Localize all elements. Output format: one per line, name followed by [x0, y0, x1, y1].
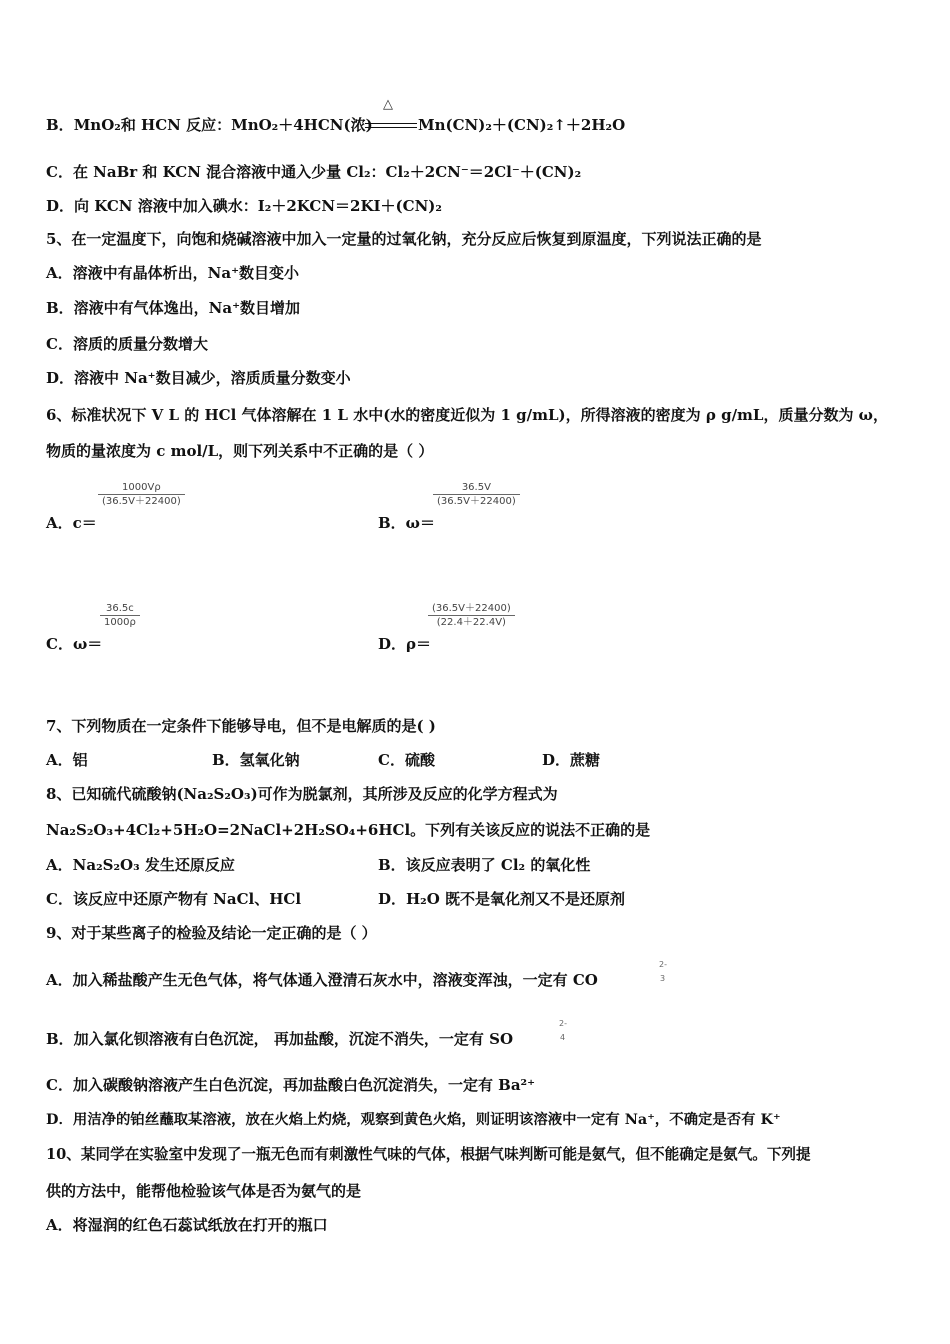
q4-option-b-products: Mn(CN)₂＋(CN)₂↑＋2H₂O: [418, 116, 626, 134]
q9-option-a: A．加入稀盐酸产生无色气体，将气体通入澄清石灰水中，溶液变浑浊，一定有 CO: [46, 971, 598, 989]
q9-option-c: C．加入碳酸钠溶液产生白色沉淀，再加盐酸白色沉淀消失，一定有 Ba²⁺: [46, 1076, 536, 1094]
q5-stem: 5、在一定温度下，向饱和烧碱溶液中加入一定量的过氧化钠，充分反应后恢复到原温度，下列说法正确的是: [46, 230, 762, 248]
q9-option-b: B．加入氯化钡溶液有白色沉淀， 再加盐酸，沉淀不消失，一定有 SO: [46, 1030, 514, 1048]
q6-option-c-fraction: [100, 603, 140, 630]
equilibrium-sign: [365, 123, 417, 128]
fraction-numerator: 36.5c: [106, 603, 134, 614]
q6-stem-line1: 6、标准状况下 V L 的 HCl 气体溶解在 1 L 水中(水的密度近似为 1 g/mL)，所得溶液的密度为 ρ g/mL，质量分数为 ω，: [46, 406, 888, 424]
fraction-denominator: 1000ρ: [104, 617, 136, 628]
fraction-numerator: (36.5V＋22400): [432, 603, 511, 614]
q4-option-b-reactants: MnO₂和 HCN 反应：MnO₂＋4HCN(浓): [73, 116, 373, 134]
q4-option-b: [46, 115, 373, 135]
q7-option-a: A．铝: [46, 751, 88, 769]
q5-option-a: A．溶液中有晶体析出，Na⁺数目变小: [46, 264, 299, 282]
q10-stem-line1: 10、某同学在实验室中发现了一瓶无色而有刺激性气味的气体，根据气味判断可能是氨气，但不能确定是氨气。下列提: [46, 1146, 811, 1163]
q4-option-b-label: B．: [46, 116, 74, 134]
q6-option-c-label: C．ω＝: [46, 635, 103, 653]
q6-stem-line2: 物质的量浓度为 c mol/L，则下列关系中不正确的是（ ）: [46, 442, 434, 460]
q8-option-c: C．该反应中还原产物有 NaCl、HCl: [46, 890, 302, 908]
sulfate-subscript: 4: [560, 1033, 566, 1042]
q8-option-a: A．Na₂S₂O₃ 发生还原反应: [46, 856, 235, 874]
carbonate-charge: 2-: [659, 960, 667, 969]
q7-option-b: B．氢氧化钠: [212, 751, 300, 769]
fraction-numerator: 36.5V: [461, 482, 491, 493]
q7-stem: 7、下列物质在一定条件下能够导电，但不是电解质的是( ): [46, 717, 436, 735]
q6-option-a-label: A．c＝: [46, 514, 97, 532]
q8-stem-line2: Na₂S₂O₃+4Cl₂+5H₂O=2NaCl+2H₂SO₄+6HCl。下列有关该反应的说法不正确的是: [46, 821, 651, 839]
q6-option-a-fraction: [98, 482, 185, 509]
fraction-denominator: (36.5V＋22400): [437, 496, 516, 507]
q6-option-d-fraction: [428, 603, 515, 630]
q8-option-d: D．H₂O 既不是氧化剂又不是还原剂: [378, 890, 626, 908]
sulfate-charge: 2-: [559, 1019, 567, 1028]
fraction-denominator: (36.5V＋22400): [102, 496, 181, 507]
fraction-numerator: 1000Vρ: [122, 482, 161, 493]
q6-option-b-fraction: [433, 482, 520, 509]
q9-option-d: D．用洁净的铂丝蘸取某溶液，放在火焰上灼烧，观察到黄色火焰，则证明该溶液中一定有 Na⁺，不确定是否有 K⁺: [46, 1111, 781, 1128]
q4-option-c: C．在 NaBr 和 KCN 混合溶液中通入少量 Cl₂：Cl₂＋2CN⁻＝2Cl⁻＋(CN)₂: [46, 163, 582, 181]
q7-option-c: C．硫酸: [378, 751, 435, 769]
q6-option-d-label: D．ρ＝: [378, 635, 431, 653]
q7-option-d: D．蔗糖: [542, 751, 601, 769]
q10-stem-line2: 供的方法中，能帮他检验该气体是否为氨气的是: [46, 1182, 362, 1200]
q8-stem-line1: 8、已知硫代硫酸钠(Na₂S₂O₃)可作为脱氯剂，其所涉及反应的化学方程式为: [46, 785, 558, 803]
q10-option-a: A．将湿润的红色石蕊试纸放在打开的瓶口: [46, 1216, 328, 1234]
q4-option-d: D．向 KCN 溶液中加入碘水：I₂＋2KCN＝2KI＋(CN)₂: [46, 197, 442, 215]
q5-option-b: B．溶液中有气体逸出，Na⁺数目增加: [46, 299, 301, 317]
q5-option-c: C．溶质的质量分数增大: [46, 335, 208, 353]
carbonate-subscript: 3: [660, 974, 666, 983]
q8-option-b: B．该反应表明了 Cl₂ 的氧化性: [378, 856, 591, 874]
q9-stem: 9、对于某些离子的检验及结论一定正确的是（ ）: [46, 924, 377, 942]
q5-option-d: D．溶液中 Na⁺数目减少，溶质质量分数变小: [46, 369, 351, 387]
fraction-denominator: (22.4＋22.4V): [436, 617, 506, 628]
heat-condition-symbol: △: [383, 97, 393, 112]
q6-option-b-label: B．ω＝: [378, 514, 435, 532]
